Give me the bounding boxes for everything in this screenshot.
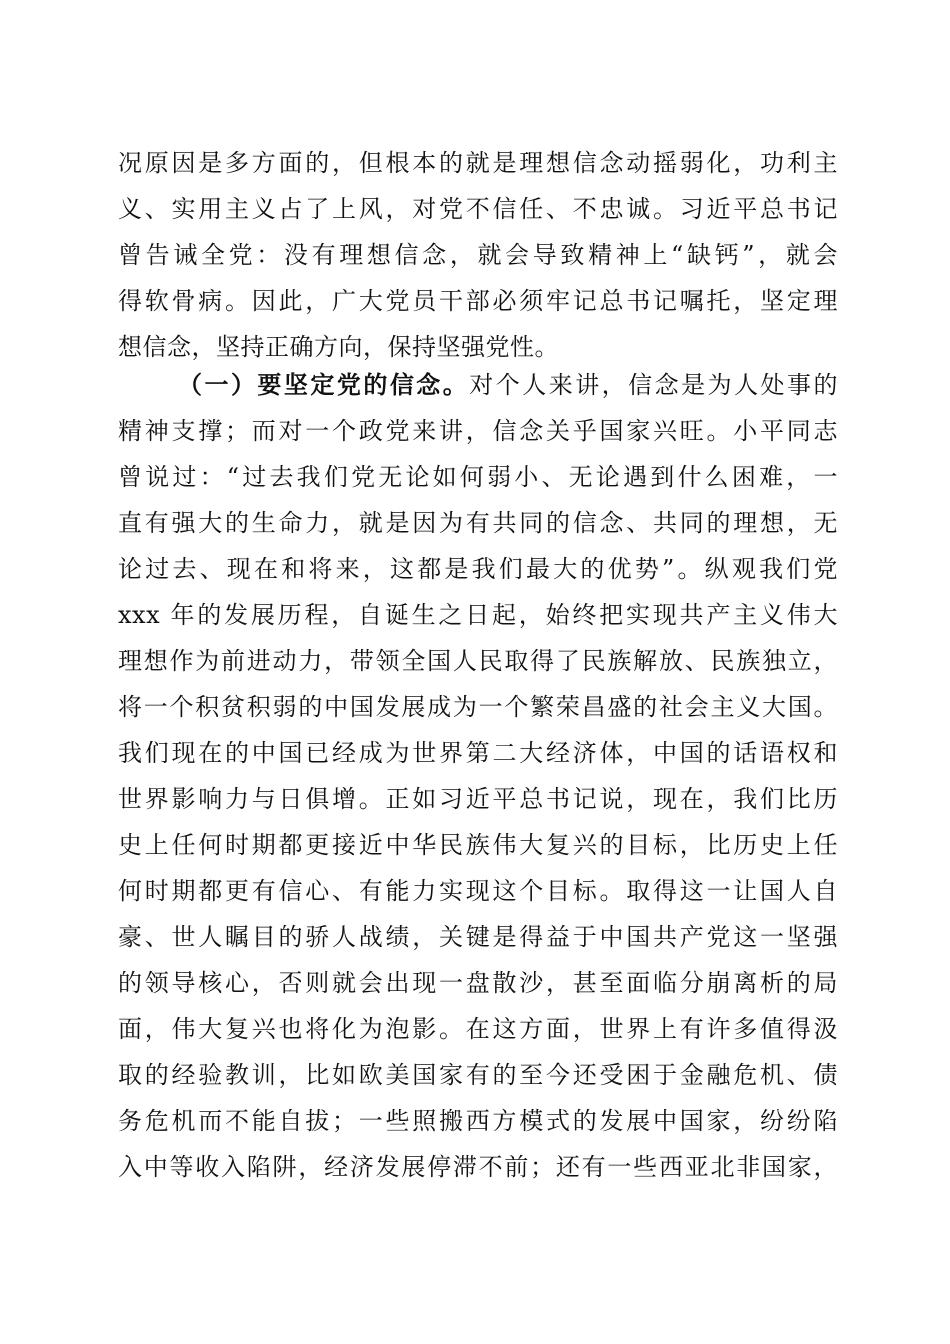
paragraph-first-line-text: 对个人来讲，信念是为人处事的 [469,371,839,399]
paragraph-line: 史上任何时期都更接近中华民族伟大复兴的目标，比历史上任 [118,831,838,859]
section-heading: （一）要坚定党的信念。 [178,370,470,399]
paragraph-line: xxx 年的发展历程，自诞生之日起，始终把实现共产主义伟大 [118,601,838,629]
paragraph-line: 入中等收入陷阱，经济发展停滞不前；还有一些西亚北非国家， [118,1153,838,1181]
paragraph-line: 曾说过：“过去我们党无论如何弱小、无论遇到什么困难，一 [118,463,838,491]
paragraph-line: 理想作为前进动力，带领全国人民取得了民族解放、民族独立， [118,647,838,675]
paragraph-line: 直有强大的生命力，就是因为有共同的信念、共同的理想，无 [118,509,838,537]
paragraph-line: 论过去、现在和将来，这都是我们最大的优势”。纵观我们党 [118,555,838,583]
paragraph-line: 想信念，坚持正确方向，保持坚强党性。 [118,333,559,361]
paragraph-line: 曾告诫全党：没有理想信念，就会导致精神上“缺钙”，就会 [118,241,838,269]
paragraph-line: 务危机而不能自拔；一些照搬西方模式的发展中国家，纷纷陷 [118,1107,838,1135]
paragraph-line: 面，伟大复兴也将化为泡影。在这方面，世界上有许多值得汲 [118,1015,838,1043]
paragraph-line: 我们现在的中国已经成为世界第二大经济体，中国的话语权和 [118,739,838,767]
paragraph-line: 精神支撑；而对一个政党来讲，信念关乎国家兴旺。小平同志 [118,417,838,445]
paragraph-line: 得软骨病。因此，广大党员干部必须牢记总书记嘱托，坚定理 [118,287,838,315]
paragraph-line: 何时期都更有信心、有能力实现这个目标。取得这一让国人自 [118,877,838,905]
paragraph-line: 将一个积贫积弱的中国发展成为一个繁荣昌盛的社会主义大国。 [118,693,838,721]
paragraph-line: 的领导核心，否则就会出现一盘散沙，甚至面临分崩离析的局 [118,969,838,997]
paragraph-line: 况原因是多方面的，但根本的就是理想信念动摇弱化，功利主 [118,149,838,177]
paragraph-line: 义、实用主义占了上风，对党不信任、不忠诚。习近平总书记 [118,195,838,223]
paragraph-line: 豪、世人瞩目的骄人战绩，关键是得益于中国共产党这一坚强 [118,923,838,951]
paragraph-first-line [118,368,838,402]
paragraph-line: 取的经验教训，比如欧美国家有的至今还受困于金融危机、债 [118,1061,838,1089]
paragraph-line: 世界影响力与日俱增。正如习近平总书记说，现在，我们比历 [118,785,838,813]
